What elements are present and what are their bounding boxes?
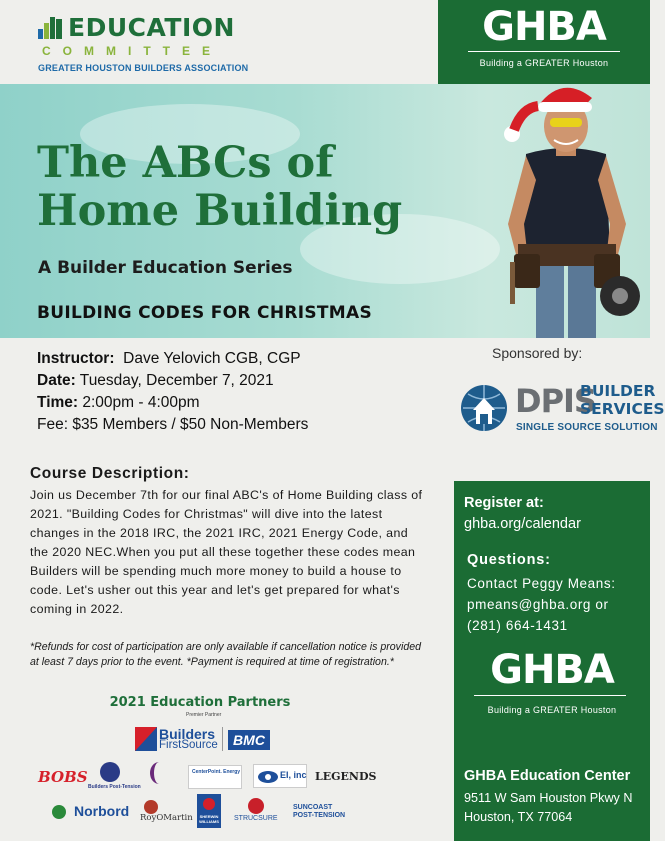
contact-info xyxy=(467,573,616,636)
bobs-logo: BOBS xyxy=(38,768,88,786)
suncoast-logo: SUNCOAST POST-TENSION xyxy=(293,804,346,819)
time-label: Time: xyxy=(37,394,79,411)
education-center-address xyxy=(464,789,632,827)
centerpoint-energy-logo xyxy=(188,765,242,789)
course-description-body: Join us December 7th for our final ABC's of Home Building class of 2021. "Building Codes for Christmas" will dive into the latest changes in the 2018 IRC, the 2021 IRC, 2021 Energy Code, and the 2020 NEC.When you put all these together these codes mean Builders will be spending much more money to build a house to code. Let's usher out this year and let's get prepared for what's coming in 2022. xyxy=(30,488,423,616)
builders-firstsource-mark-icon xyxy=(135,727,157,751)
instructor-value: Dave Yelovich CGB, CGP xyxy=(123,350,301,367)
title-line-2: Home Building xyxy=(37,186,403,236)
roymartin-mark-icon xyxy=(144,800,158,814)
strucsure-text: STRUCSURE xyxy=(234,815,278,822)
education-partners-heading: 2021 Education Partners xyxy=(109,695,291,710)
ghba-tagline: Building a GREATER Houston xyxy=(479,58,609,68)
time-value: 2:00pm - 4:00pm xyxy=(82,394,200,411)
association-name: GREATER HOUSTON BUILDERS ASSOCIATION xyxy=(38,63,249,73)
moon-logo-icon xyxy=(150,762,168,784)
education-committee-logo xyxy=(38,13,248,75)
builders-post-tension-logo xyxy=(88,762,141,794)
centerpoint-text: CenterPoint. Energy xyxy=(192,769,241,775)
instructor-label: Instructor: xyxy=(37,350,115,367)
dpis-sponsor-logo xyxy=(459,380,665,436)
class-title: BUILDING CODES FOR CHRISTMAS xyxy=(37,303,373,323)
bpt-text: Builders Post-Tension xyxy=(88,784,141,790)
contact-email[interactable]: pmeans@ghba.org or xyxy=(467,597,609,612)
bpt-mark-icon xyxy=(100,762,120,782)
register-link[interactable]: ghba.org/calendar xyxy=(464,516,581,532)
ei-inc-logo xyxy=(253,764,307,788)
event-details xyxy=(37,348,308,436)
legends-logo: LEGENDS xyxy=(315,770,377,783)
sw-text: SHERWIN WILLIAMS xyxy=(199,814,219,824)
house-globe-icon xyxy=(459,382,509,434)
ghba-tagline: Building a GREATER Houston xyxy=(487,705,617,715)
roymartin-logo xyxy=(140,800,193,826)
ghba-header-logo xyxy=(438,0,650,84)
course-description-heading: Course Description: xyxy=(30,465,190,482)
ghba-logo-text: GHBA xyxy=(490,647,614,693)
address-line-1: 9511 W Sam Houston Pkwy N xyxy=(464,791,633,805)
committee-word: COMMITTEE xyxy=(42,44,222,58)
education-word: EDUCATION xyxy=(68,13,235,42)
date-row xyxy=(37,370,308,392)
logo-divider xyxy=(222,727,223,751)
norbord-logo xyxy=(52,803,132,823)
santa-hat-worker-photo xyxy=(488,84,648,338)
eye-icon xyxy=(258,770,278,784)
refund-policy-note: *Refunds for cost of participation are only available if cancellation notice is provided at least 7 days prior to the event. *Payment is required at time of registration.* xyxy=(30,641,422,668)
sw-drop-icon xyxy=(203,798,215,810)
dpis-text: DPIS xyxy=(515,382,596,420)
bmc-logo: BMC xyxy=(228,730,270,750)
registration-panel xyxy=(454,481,650,841)
date-label: Date: xyxy=(37,372,76,389)
series-subtitle: A Builder Education Series xyxy=(38,258,293,278)
contact-name: Contact Peggy Means: xyxy=(467,576,616,591)
norbord-mark-icon xyxy=(52,805,66,819)
dpis-services-text: SERVICES xyxy=(580,400,665,418)
divider xyxy=(474,695,626,696)
instructor-row xyxy=(37,348,308,370)
premier-partner-label: Premier Partner xyxy=(186,712,222,718)
questions-heading: Questions: xyxy=(467,552,551,568)
dpis-builder-text: BUILDER xyxy=(580,382,656,400)
contact-phone[interactable]: (281) 664-1431 xyxy=(467,618,568,633)
strucsure-logo xyxy=(234,798,280,824)
dpis-tagline: SINGLE SOURCE SOLUTION xyxy=(516,422,658,433)
builders-firstsource-logo xyxy=(135,727,225,751)
pencil-bars-icon xyxy=(38,15,66,39)
strucsure-mark-icon xyxy=(248,798,264,814)
ghba-logo-text: GHBA xyxy=(482,4,606,50)
date-value: Tuesday, December 7, 2021 xyxy=(79,372,274,389)
title-line-1: The ABCs of xyxy=(37,138,334,188)
builders-word: Builders xyxy=(159,726,216,742)
divider xyxy=(468,51,620,52)
page-title xyxy=(37,139,402,235)
fee-row: Fee: $35 Members / $50 Non-Members xyxy=(37,416,309,433)
norbord-text: Norbord xyxy=(74,803,130,819)
time-row xyxy=(37,392,308,414)
roymartin-text: RoyOMartin xyxy=(140,813,193,823)
register-heading: Register at: xyxy=(464,495,544,511)
sponsor-title: Sponsored by: xyxy=(492,345,583,361)
education-center-heading: GHBA Education Center xyxy=(464,768,631,784)
hero-banner xyxy=(0,84,650,338)
firstsource-word: FirstSource xyxy=(159,739,218,751)
ei-text: EI, inc xyxy=(280,770,307,780)
address-line-2: Houston, TX 77064 xyxy=(464,810,573,824)
sherwin-williams-logo xyxy=(197,794,221,828)
